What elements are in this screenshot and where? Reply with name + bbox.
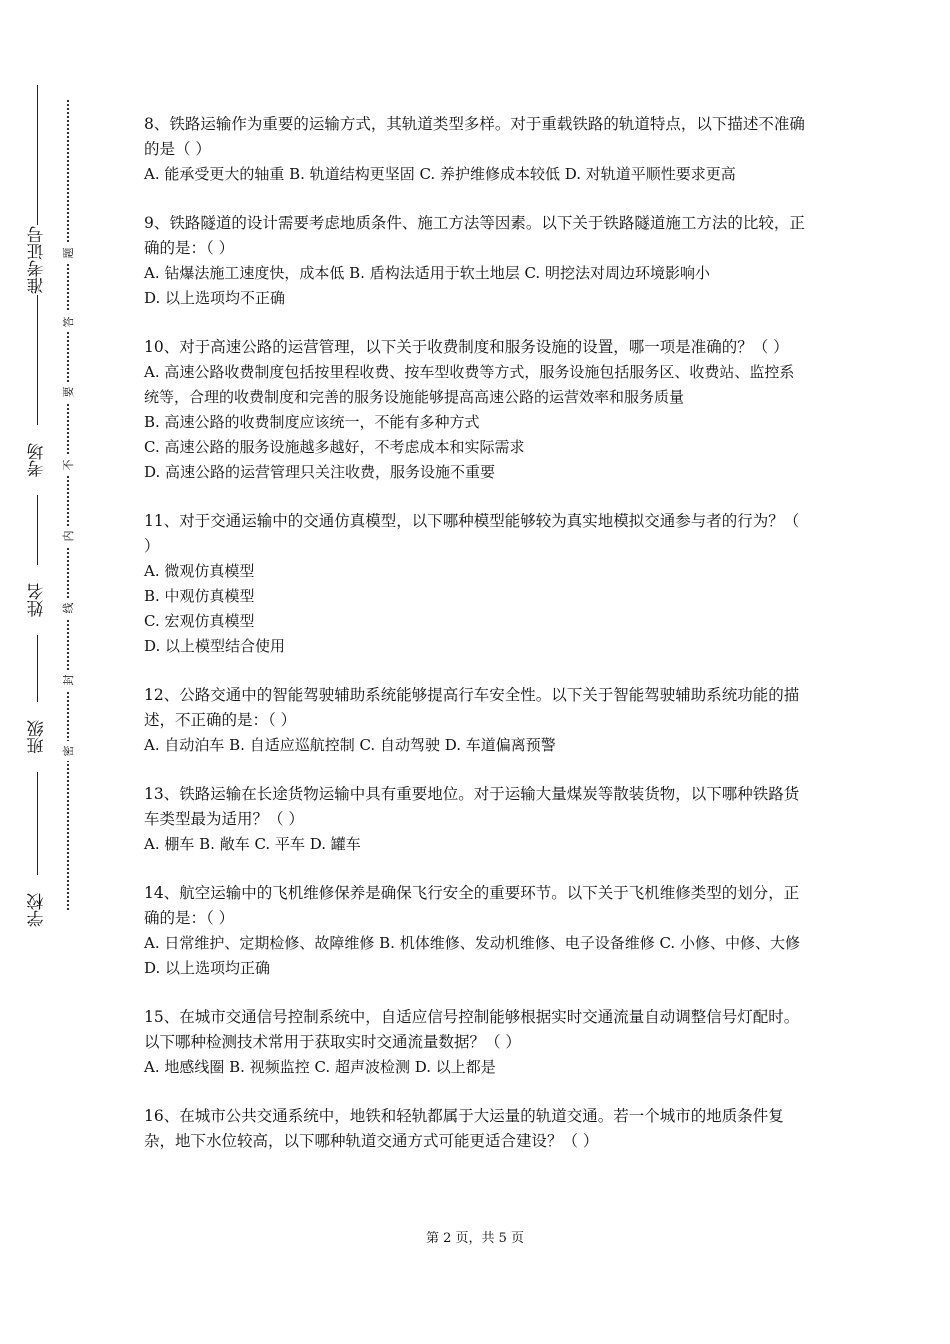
question-13 [144,782,809,857]
question-option-d: D. 以上模型结合使用 [144,637,286,655]
question-16 [144,1104,809,1154]
question-stem: 14、航空运输中的飞机维修保养是确保飞行安全的重要环节。以下关于飞机维修类型的划分，正确的是：（ ） [144,884,800,927]
question-14 [144,881,809,981]
page-number: 第 2 页，共 5 页 [425,1231,525,1246]
question-option-c: C. 宏观仿真模型 [144,612,255,630]
seal-char: 内 [58,526,78,546]
question-stem: 16、在城市公共交通系统中，地铁和轻轨都属于大运量的轨道交通。若一个城市的地质条件复杂，地下水位较高，以下哪种轨道交通方式可能更适合建设？（ ） [144,1107,784,1150]
question-options: A. 自动泊车 B. 自适应巡航控制 C. 自动驾驶 D. 车道偏离预警 [144,736,556,754]
question-stem: 13、铁路运输在长途货物运输中具有重要地位。对于运输大量煤炭等散装货物，以下哪种铁路货车类型最为适用？（ ） [144,785,800,828]
question-option-a: A. 微观仿真模型 [144,562,255,580]
field-label-name: 姓名 [20,565,54,635]
question-list [144,112,809,1178]
question-option-b: B. 高速公路的收费制度应该统一，不能有多种方式 [144,413,480,431]
question-stem: 15、在城市交通信号控制系统中，自适应信号控制能够根据实时交通流量自动调整信号灯配时。以下哪种检测技术常用于获取实时交通流量数据？（ ） [144,1008,800,1051]
question-stem: 12、公路交通中的智能驾驶辅助系统能够提高行车安全性。以下关于智能驾驶辅助系统功能的描述，不正确的是：（ ） [144,686,800,729]
question-option-b: B. 中观仿真模型 [144,587,255,605]
question-option-c: C. 高速公路的服务设施越多越好，不考虑成本和实际需求 [144,438,525,456]
question-8 [144,112,809,187]
question-9 [144,211,809,311]
seal-char: 要 [58,382,78,402]
question-stem: 9、铁路隧道的设计需要考虑地质条件、施工方法等因素。以下关于铁路隧道施工方法的比较，正确的是：（ ） [144,214,805,257]
field-label-exam-room: 考场 [20,425,54,495]
question-stem: 11、对于交通运输中的交通仿真模型，以下哪种模型能够较为真实地模拟交通参与者的行为？（ ） [144,512,800,555]
question-15 [144,1005,809,1080]
question-option-d: D. 高速公路的运营管理只关注收费，服务设施不重要 [144,463,496,481]
question-options: A. 日常维护、定期检修、故障维修 B. 机体维修、发动机维修、电子设备维修 C. 小修、中修、大修 D. 以上选项均正确 [144,934,800,977]
question-options: A. 地感线圈 B. 视频监控 C. 超声波检测 D. 以上都是 [144,1058,496,1076]
field-label-school: 学校 [20,875,54,945]
question-12 [144,683,809,758]
binding-solid-line [37,85,38,925]
question-11 [144,509,809,659]
binding-margin [0,0,110,1344]
field-label-exam-number: 准考证号 [20,225,54,295]
question-option-a: A. 高速公路收费制度包括按里程收费、按车型收费等方式，服务设施包括服务区、收费站、监控系统等，合理的收费制度和完善的服务设施能够提高高速公路的运营效率和服务质量 [144,363,795,406]
field-label-class: 班级 [20,702,54,772]
binding-dotted-line [67,100,69,910]
seal-char: 封 [58,670,78,690]
question-options: A. 棚车 B. 敞车 C. 平车 D. 罐车 [144,835,361,853]
seal-char: 不 [58,455,78,475]
question-options: A. 钻爆法施工速度快，成本低 B. 盾构法适用于软土地层 C. 明挖法对周边环境影响小 [144,264,710,282]
seal-char: 答 [58,312,78,332]
question-options: A. 能承受更大的轴重 B. 轨道结构更坚固 C. 养护维修成本较低 D. 对轨道平顺性要求更高 [144,165,736,183]
question-10 [144,335,809,485]
seal-char: 密 [58,741,78,761]
question-stem: 8、铁路运输作为重要的运输方式，其轨道类型多样。对于重载铁路的轨道特点，以下描述不准确的是（ ） [144,115,805,158]
seal-char: 线 [58,598,78,618]
seal-char: 题 [58,243,78,263]
question-option-d: D. 以上选项均不正确 [144,289,286,307]
question-stem: 10、对于高速公路的运营管理，以下关于收费制度和服务设施的设置，哪一项是准确的？（ ） [144,338,789,356]
